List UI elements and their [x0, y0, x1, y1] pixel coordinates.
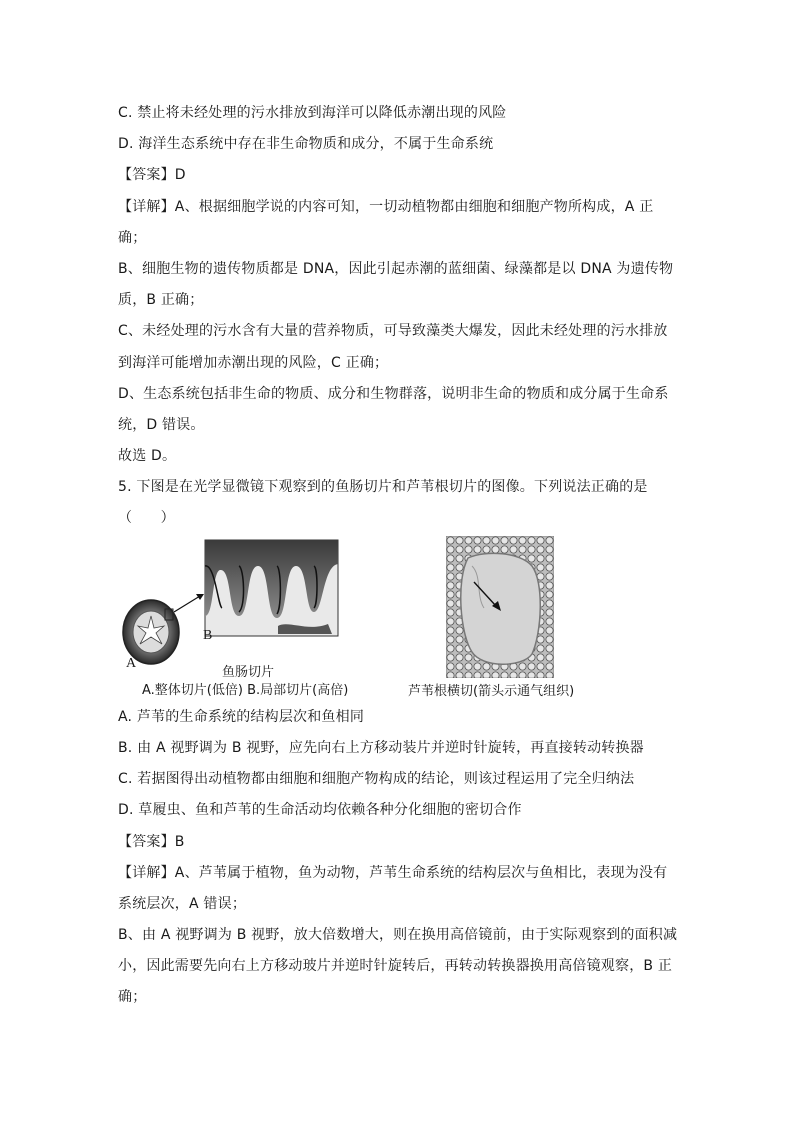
explanation-line: 质，B 正确； — [118, 292, 204, 308]
explanation-line: 系统层次，A 错误； — [118, 896, 247, 912]
explanation-line: 确； — [118, 989, 147, 1005]
option-c: C. 若据图得出动植物都由细胞和细胞产物构成的结论，则该过程运用了完全归纳法 — [118, 771, 635, 787]
explanation-line: 确； — [118, 230, 147, 246]
option-d: D. 草履虫、鱼和芦苇的生命活动均依赖各种分化细胞的密切合作 — [118, 802, 522, 818]
conclusion-line: 故选 D。 — [118, 448, 177, 464]
explanation-line: D、生态系统包括非生命的物质、成分和生物群落，说明非生命的物质和成分属于生命系 — [118, 386, 669, 402]
question-5-stem: 5. 下图是在光学显微镜下观察到的鱼肠切片和芦苇根切片的图像。下列说法正确的是 — [118, 479, 648, 495]
explanation-line: 到海洋可能增加赤潮出现的风险，C 正确； — [118, 355, 389, 371]
option-c-prev: C. 禁止将未经处理的污水排放到海洋可以降低赤潮出现的风险 — [118, 105, 507, 121]
answer-prev: 【答案】D — [118, 167, 186, 183]
option-a: A. 芦苇的生命系统的结构层次和鱼相同 — [118, 709, 365, 725]
explanation-line: 小，因此需要先向右上方移动玻片并逆时针旋转后，再转动转换器换用高倍镜观察，B 正 — [118, 958, 673, 974]
reed-root-figure — [446, 536, 554, 678]
label-a: A — [126, 656, 137, 671]
explanation-line: B、细胞生物的遗传物质都是 DNA，因此引起赤潮的蓝细菌、绿藻都是以 DNA 为遗传物 — [118, 261, 674, 277]
explanation-line: B、由 A 视野调为 B 视野，放大倍数增大，则在换用高倍镜前，由于实际观察到的面积减 — [118, 927, 678, 943]
answer: 【答案】B — [118, 834, 185, 850]
question-5-bracket: （ ） — [118, 510, 175, 526]
label-b: B — [203, 628, 213, 643]
fish-figure-caption: A.整体切片(低倍) B.局部切片(高倍) — [142, 683, 349, 698]
explanation-line: 【详解】A、根据细胞学说的内容可知，一切动植物都由细胞和细胞产物所构成，A 正 — [118, 199, 654, 215]
fish-figure-title: 鱼肠切片 — [222, 665, 275, 680]
reed-figure-caption: 芦苇根横切(箭头示通气组织) — [408, 684, 575, 699]
option-b: B. 由 A 视野调为 B 视野，应先向右上方移动装片并逆时针旋转，再直接转动转换器 — [118, 740, 644, 756]
explanation-line: 统，D 错误。 — [118, 417, 205, 433]
option-d-prev: D. 海洋生态系统中存在非生命物质和成分，不属于生命系统 — [118, 136, 494, 152]
explanation-line: C、未经处理的污水含有大量的营养物质，可导致藻类大爆发，因此未经处理的污水排放 — [118, 323, 668, 339]
explanation-line: 【详解】A、芦苇属于植物，鱼为动物，芦苇生命系统的结构层次与鱼相比，表现为没有 — [118, 865, 668, 881]
fish-intestine-figure — [118, 536, 348, 666]
